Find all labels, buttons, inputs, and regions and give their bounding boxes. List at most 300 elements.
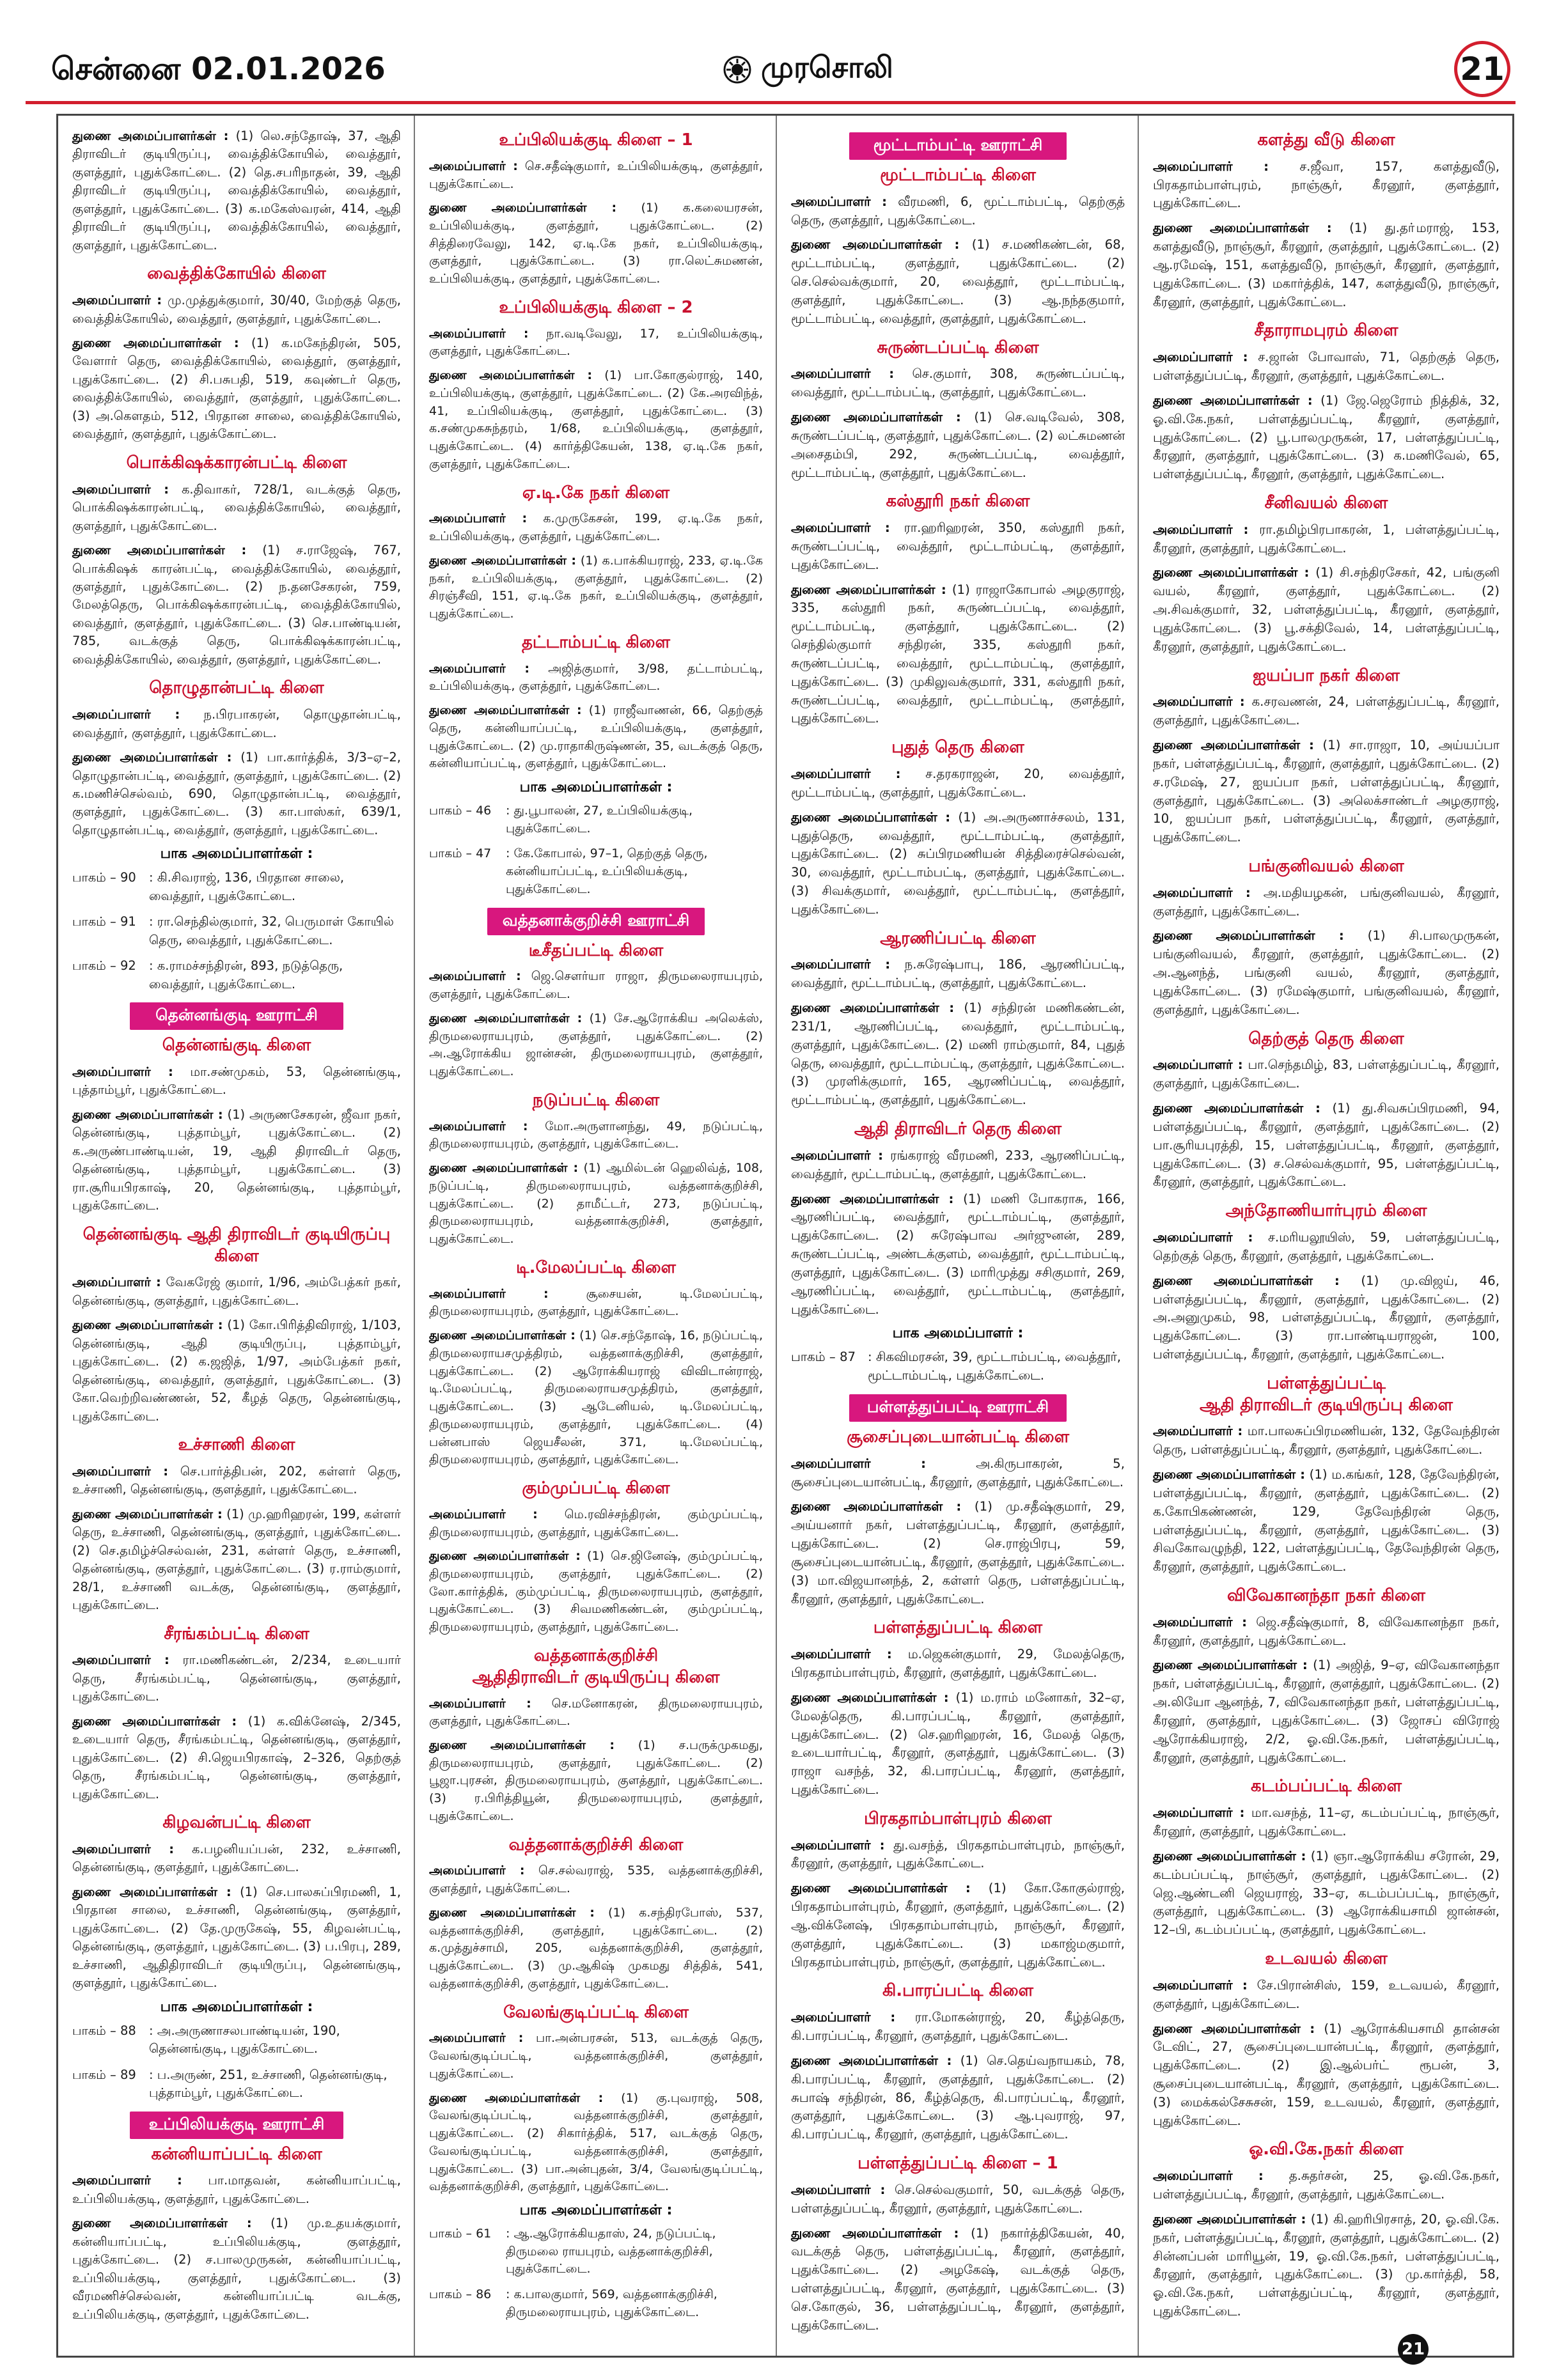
member-details: (1) ச.பருக்முகமது, திருமலைராயபுரம், குளத்தூர், புதுக்கோட்டை. (2) பூஜா.புரசன், திருமலைராயபுரம், குளத்தூர், புதுக்கோட்டை. (3) ர.பிரித்தியூன், திருமலைராயபுரம், குளத்தூர், புதுக்கோட்டை. [429,1738,763,1823]
office-bearer-entry [429,968,763,1003]
role-label: அமைப்பாளர் : [791,2010,896,2025]
branch-title: பிரகதாம்பாள்புரம் கிளை [864,1808,1052,1828]
branch-section [1153,320,1500,484]
branch-title: டீசீதப்பட்டி கிளை [528,940,664,960]
branch-section [791,1119,1125,1385]
office-bearer-entry [791,1498,1125,1608]
booth-row [429,2286,763,2321]
role-label: துணை அமைப்பாளர்கள் : [1153,565,1310,580]
member-details: (1) கு.புவராஜ், 508, வேலங்குடிப்பட்டி, வத்தனாக்குறிச்சி, குளத்தூர், புதுக்கோட்டை. (2) சிகார்த்திக், 517, வடக்குத் தெரு, வேலங்குடிப்பட்டி, வத்தனாக்குறிச்சி, குளத்தூர், புதுக்கோட்டை. (3) பா.அன்புதன், 3/4, வேலங்குடிப்பட்டி, வத்தனாக்குறிச்சி, குளத்தூர், புதுக்கோட்டை. [429,2090,764,2194]
role-label: துணை அமைப்பாளர்கள் : [72,1713,237,1729]
branch-title: அந்தோணியார்புரம் கிளை [1225,1201,1427,1221]
role-label: துணை அமைப்பாளர்கள் : [1153,1848,1306,1863]
role-label: துணை அமைப்பாளர்கள் : [791,1499,962,1514]
panchayat-band: மூட்டாம்பட்டி ஊராட்சி [849,132,1067,160]
role-label: துணை அமைப்பாளர்கள் : [1153,1101,1320,1116]
branch-section [791,1808,1125,1972]
office-bearer-entry [791,1837,1125,1874]
office-bearer-entry [429,1548,763,1637]
booth-row [72,869,401,905]
office-bearer-entry [1153,2167,1500,2204]
branch-section [1153,493,1500,657]
branch-section [429,1645,763,1826]
booth-member: : ஆ.ஆரோக்கியதாஸ், 24, நடுப்பட்டி, திருமலை ராயபுரம், வத்தனாக்குறிச்சி, புதுக்கோட்டை. [506,2226,716,2276]
role-label: துணை அமைப்பாளர்கள் : [791,809,951,825]
role-label: துணை அமைப்பாளர்கள் : [72,2216,252,2231]
member-details: பா.அன்பரசன், 513, வடக்குத் தெரு, வேலங்குடிப்பட்டி, வத்தனாக்குறிச்சி, குளத்தூர், புதுக்கோட்டை. [429,2031,763,2081]
booth-number: பாகம் – 88 [72,2023,136,2038]
branch-title: சீரங்கம்பட்டி கிளை [164,1624,309,1644]
member-details: ச.ஜீவா, 157, களத்துவீடு, பிரகதாம்பாள்புரம், நாஞ்சூர், கீரனூர், குளத்தூர், புதுக்கோட்டை. [1153,159,1500,211]
branch-title: உடவயல் கிளை [1265,1949,1388,1969]
branch-title: கன்னியாப்பட்டி கிளை [151,2144,322,2164]
office-bearer-entry [791,2225,1125,2335]
office-bearer-entry [72,2214,401,2324]
branch-title: நடுப்பட்டி கிளை [532,1090,660,1110]
branch-section [791,1617,1125,1799]
role-label: அமைப்பாளர் : [429,2031,524,2046]
date-line: சென்னை 02.01.2026 [51,51,386,87]
branch-title: கும்முப்பட்டி கிளை [522,1478,670,1498]
booth-row [72,2066,401,2103]
role-label: துணை அமைப்பாளர்கள் : [1153,2211,1306,2227]
branch-title: தென்னங்குடி கிளை [162,1036,311,1055]
office-bearer-entry [429,1862,763,1897]
role-label: துணை அமைப்பாளர்கள் : [72,1506,223,1521]
booth-member: : கே.கோபால், 97–1, தெற்குத் தெரு, கன்னியாப்பட்டி, உப்பிலியக்குடி, புதுக்கோட்டை. [506,846,708,896]
branch-title: பள்ளத்துப்பட்டி கிளை [873,1618,1043,1638]
member-details: (1) ம.ராம் மனோகர், 32–ஏ, மேலத்தெரு, கி.பாரப்பட்டி, கீரனூர், குளத்தூர், புதுக்கோட்டை. (2) செ.ஹரிஹரன், 16, மேலத் தெரு, உடையார்பட்டி, கீரனூர், குளத்தூர், புதுக்கோட்டை. (3) ராஜா வசந்த், 32, கி.பாரப்பட்டி, கீரனூர், குளத்தூர், புதுக்கோட்டை. [791,1690,1125,1798]
branch-title: டி.மேலப்பட்டி கிளை [515,1257,677,1277]
branch-section [429,483,763,623]
office-bearer-entry [72,749,401,839]
branch-section [791,338,1125,483]
member-details: (1) அ.அருணாச்சலம், 131, புதுத்தெரு, வைத்தூர், மூட்டாம்பட்டி, குளத்தூர், புதுக்கோட்டை. (2) சுப்பிரமணியன் சித்திரைச்செல்வன், 30, வைத்தூர், மூட்டாம்பட்டி, குளத்தூர், புதுக்கோட்டை. (3) சிவக்குமார், வைத்தூர், மூட்டாம்பட்டி, குளத்தூர், புதுக்கோட்டை. [791,809,1125,917]
office-bearer-entry [791,2181,1125,2218]
role-label: துணை அமைப்பாளர்கள் : [791,1191,954,1206]
office-bearer-entry [791,408,1125,482]
role-label: துணை அமைப்பாளர்கள் : [72,128,229,143]
member-details: (1) செ.வடிவேல், 308, சுருண்டப்பட்டி, குளத்தூர், புதுக்கோட்டை. (2) லட்சுமணன் அசைதம்பி, 292, சுருண்டப்பட்டி, வைத்தூர், மூட்டாம்பட்டி, குளத்தூர், புதுக்கோட்டை. [791,410,1125,480]
office-bearer-entry [1153,1977,1500,2014]
role-label: துணை அமைப்பாளர்கள் : [72,1318,223,1333]
column-1 [58,116,414,2356]
role-label: துணை அமைப்பாளர்கள் : [1153,738,1314,753]
branch-section [72,263,401,444]
member-details: (1) மு.விஜய், 46, பள்ளத்துப்பட்டி, கீரனூர், குளத்தூர், புதுக்கோட்டை. (2) அ.அனுமுகம், 98, பள்ளத்துப்பட்டி, கீரனூர், குளத்தூர், புதுக்கோட்டை. (3) ரா.பாண்டியராஜன், 100, பள்ளத்துப்பட்டி, கீரனூர், குளத்தூர், புதுக்கோட்டை. [1153,1273,1500,1362]
role-label: துணை அமைப்பாளர்கள் : [791,1881,971,1896]
branch-section [1153,1029,1500,1192]
member-details: (1) ஜே.ஜெரோம் நித்திக், 32, ஓ.வி.கே.நகர், பள்ளத்துப்பட்டி, கீரனூர், குளத்தூர், புதுக்கோட்டை. (2) பூ.பாலமுருகன், 17, பள்ளத்துப்பட்டி, கீரனூர், குளத்தூர், புதுக்கோட்டை. (3) க.மணிவேல், 65, பள்ளத்துப்பட்டி, கீரனூர், குளத்தூர், புதுக்கோட்டை. [1153,393,1500,482]
office-bearer-entry [1153,927,1500,1019]
branch-title: பங்குனிவயல் கிளை [1248,857,1404,876]
booth-member: : கி.சிவராஜ், 136, பிரதான சாலை, வைத்தூர், புதுக்கோட்டை. [149,870,345,903]
member-details: நா.வடிவேலு, 17, உப்பிலியக்குடி, குளத்தூர், புதுக்கோட்டை. [429,326,764,359]
page-header [26,36,1516,105]
role-label: துணை அமைப்பாளர்கள் : [429,1161,579,1176]
branch-section [72,1435,401,1615]
branch-section [72,1812,401,2102]
branch-title: சூசைப்புடையான்பட்டி கிளை [846,1427,1070,1447]
office-bearer-entry [72,292,401,328]
office-bearer-entry [791,1689,1125,1800]
office-bearer-entry [429,199,763,288]
role-label: துணை அமைப்பாளர்கள் : [72,543,247,558]
member-details: (1) மணி போகராசு, 166, ஆரணிப்பட்டி, வைத்தூர், மூட்டாம்பட்டி, குளத்தூர், புதுக்கோட்டை. (2) சுரேஷ்பாவ அர்ஜுனன், 289, சுருண்டப்பட்டி, அண்டக்குளம், வைத்தூர், மூட்டாம்பட்டி, குளத்தூர், புதுக்கோட்டை. (3) மாரிமுத்து சசிகுமார், 269, ஆரணிப்பட்டி, வைத்தூர், மூட்டாம்பட்டி, குளத்தூர், புதுக்கோட்டை. [791,1191,1125,1317]
role-label: அமைப்பாளர் : [1153,1977,1248,1993]
panchayat-band: தென்னங்குடி ஊராட்சி [130,1002,344,1030]
member-details: ஜெ.சௌர்யா ராஜா, திருமலைராயபுரம், குளத்தூர், புதுக்கோட்டை. [429,969,764,1002]
branch-title: மூட்டாம்பட்டி கிளை [880,166,1036,185]
branch-section [72,1002,401,1215]
branch-section [791,1980,1125,2144]
office-bearer-entry [72,1463,401,1499]
role-label: துணை அமைப்பாளர்கள் : [72,336,239,351]
member-details: சே.பிரான்சிஸ், 159, உடவயல், கீரனூர், குளத்தூர், புதுக்கோட்டை. [1153,1977,1500,2011]
office-bearer-entry [429,1737,763,1826]
booth-row [791,1348,1125,1385]
booth-heading: பாக அமைப்பாளர் : [892,1325,1024,1342]
branch-title: கிழவன்பட்டி கிளை [162,1813,311,1833]
office-bearer-entry [429,1506,763,1541]
role-label: அமைப்பாளர் : [791,2182,886,2197]
office-bearer-entry [72,541,401,669]
member-details: (1) ச.மணிகண்டன், 68, மூட்டாம்பட்டி, குளத்தூர், புதுக்கோட்டை. (2) செ.செல்வக்குமார், 20, வைத்தூர், மூட்டாம்பட்டி, குளத்தூர், புதுக்கோட்டை. (3) ஆ.நந்தகுமார், மூட்டாம்பட்டி, வைத்தூர், குளத்தூர், புதுக்கோட்டை. [791,237,1125,326]
role-label: அமைப்பாளர் : [1153,885,1251,900]
member-details: (1) சே.ஆரோக்கிய அலெக்ஸ், திருமலைராயபுரம், குளத்தூர், புதுக்கோட்டை. (2) அ.ஆரோக்கிய ஜான்சன், திருமலைராயபுரம், குளத்தூர், புதுக்கோட்டை. [429,1011,764,1079]
booth-row [429,2225,763,2278]
member-details: (1) சி.பாலமுருகன், பங்குனிவயல், கீரனூர், குளத்தூர், புதுக்கோட்டை. (2) அ.ஆனந்த், பங்குனி வயல், கீரனூர், குளத்தூர், புதுக்கோட்டை. (3) ரமேஷ்குமார், பங்குனிவயல், கீரனூர், குளத்தூர், புதுக்கோட்டை. [1153,928,1500,1017]
office-bearer-entry [1153,564,1500,656]
role-label: துணை அமைப்பாளர்கள் : [791,237,960,253]
branch-section [1153,665,1500,847]
member-details: மா.பாலசுப்பிரமணியன், 132, தேவேந்திரன் தெரு, பள்ளத்துப்பட்டி, கீரனூர், குளத்தூர், புதுக்கோட்டை. [1153,1424,1500,1458]
panchayat-band: உப்பிலியக்குடி ஊராட்சி [130,2112,344,2139]
member-details: (1) ச.ராஜேஷ், 767, பொக்கிஷக் காரன்பட்டி, வைத்திக்கோயில், வைத்தூர், குளத்தூர், புதுக்கோட்டை. (2) ந.தனசேகரன், 759, மேலத்தெரு, பொக்கிஷக்காரன்பட்டி, வைத்திக்கோயில், வைத்தூர், குளத்தூர், புதுக்கோட்டை. (3) செ.பாண்டியன், 785, வடக்குத் தெரு, பொக்கிஷக்காரன்பட்டி, வைத்திக்கோயில், வைத்தூர், குளத்தூர், புதுக்கோட்டை. [72,543,401,667]
member-details: ந.சுரேஷ்பாபு, 186, ஆரணிப்பட்டி, வைத்தூர், மூட்டாம்பட்டி, குளத்தூர், புதுக்கோட்டை. [791,957,1125,991]
branch-section [72,1224,401,1426]
office-bearer-entry [429,2030,763,2083]
office-bearer-entry [72,1713,401,1803]
role-label: அமைப்பாளர் : [1153,2168,1264,2184]
role-label: அமைப்பாளர் : [1153,159,1269,174]
office-bearer-entry [791,999,1125,1110]
member-details: மோ.அருளானந்து, 49, நடுப்பட்டி, திருமலைராயபுரம், குளத்தூர், புதுக்கோட்டை. [429,1119,763,1151]
branch-section [791,737,1125,919]
branch-section [429,2002,763,2322]
member-details: மா.வசந்த், 11–ஏ, கடம்பப்பட்டி, நாஞ்சூர், கீரனூர், குளத்தூர், புதுக்கோட்டை. [1153,1805,1500,1839]
branch-section [791,491,1125,728]
member-details: (1) கோ.கோகுல்ராஜ், பிரகதாம்பாள்புரம், கீரனூர், குளத்தூர், புதுக்கோட்டை. (2) ஆ.விக்னேஷ், பிரகதாம்பாள்புரம், நாஞ்சூர், கீரனூர், குளத்தூர், புதுக்கோட்டை. (3) மகாஜ்மகுமார், பிரகதாம்பாள்புரம், நாஞ்சூர், குளத்தூர், புதுக்கோட்டை. [791,1881,1125,1970]
office-bearer-entry [791,809,1125,919]
branch-section [72,127,401,254]
office-bearer-entry [429,552,763,623]
branch-title: ஆதி திராவிடர் தெரு கிளை [854,1119,1062,1139]
member-details: ந.பிரபாகரன், தொழுதான்பட்டி, வைத்தூர், குளத்தூர், புதுக்கோட்டை. [72,707,401,740]
panchayat-band: பள்ளத்துப்பட்டி ஊராட்சி [849,1394,1067,1422]
member-details: (1) க.சந்திரபோஸ், 537, வத்தனாக்குறிச்சி, குளத்தூர், புதுக்கோட்டை. (2) க.முத்துச்சாமி, 205, வத்தனாக்குறிச்சி, குளத்தூர், புதுக்கோட்டை. (3) மு.ஆகிஷ் முகமது சித்திக், 541, வத்தனாக்குறிச்சி, குளத்தூர், புதுக்கோட்டை. [429,1905,763,1991]
branch-title: வத்தனாக்குறிச்சி ஆதிதிராவிடர் குடியிருப்பு கிளை [472,1645,720,1687]
branch-section [429,1090,763,1248]
member-details: பா.செந்தமிழ், 83, பள்ளத்துப்பட்டி, கீரனூர், குளத்தூர், புதுக்கோட்டை. [1153,1057,1500,1091]
office-bearer-entry [1153,1804,1500,1841]
role-label: அமைப்பாளர் : [1153,1614,1248,1629]
branch-section [1153,1776,1500,1940]
branch-title: கி.பாரப்பட்டி கிளை [882,1981,1034,2001]
office-bearer-entry [791,236,1125,328]
office-bearer-entry [429,1327,763,1469]
branch-section [1153,856,1500,1020]
office-bearer-entry [791,765,1125,802]
branch-title: பள்ளத்துப்பட்டி ஆதி திராவிடர் குடியிருப்பு கிளை [1199,1373,1453,1415]
role-label: துணை அமைப்பாளர்கள் : [72,1884,231,1899]
role-label: துணை அமைப்பாளர்கள் : [1153,221,1332,236]
role-label: அமைப்பாளர் : [429,1119,528,1133]
page-number-badge: 21 [1454,41,1510,97]
branch-title: விவேகானந்தா நகர் கிளை [1227,1586,1425,1606]
member-details: (1) அருணசேகரன், ஜீவா நகர், தென்னங்குடி, புத்தாம்பூர், புதுக்கோட்டை. (2) க.அருண்பாண்டியன், 19, ஆதி திராவிடர் தெரு, தென்னங்குடி, புத்தாம்பூர், புதுக்கோட்டை. (3) ரா.சூரியபிரகாஷ், 20, தென்னங்குடி, புத்தாம்பூர், புதுக்கோட்டை. [72,1107,401,1213]
office-bearer-entry [1153,2211,1500,2321]
member-details: (1) து.தா்மராஜ், 153, களத்துவீடு, நாஞ்சூர், கீரனூர், குளத்தூர், புதுக்கோட்டை. (2) ஆ.ரமேஷ், 151, களத்துவீடு, நாஞ்சூர், கீரனூர், குளத்தூர், புதுக்கோட்டை. (3) மகார்த்திக், 147, களத்துவீடு, நாஞ்சூர், கீரனூர், குளத்தூர், புதுக்கோட்டை. [1153,221,1500,309]
branch-title: ஓ.வி.கே.நகர் கிளை [1249,2140,1404,2159]
branch-title: தென்னங்குடி ஆதி திராவிடர் குடியிருப்பு கிளை [82,1224,391,1266]
member-details: (1) பா.கோகுல்ராஜ், 140, உப்பிலியக்குடி, குளத்தூர், புதுக்கோட்டை. (2) கே.அரவிந்த், 41, உப்பிலியக்குடி, குளத்தூர், புதுக்கோட்டை. (3) க.சண்முகசுந்தரம், 1/68, உப்பிலியக்குடி, குளத்தூர், புதுக்கோட்டை. (4) கார்த்திகேயன், 138, ஏ.டி.கே நகர், குளத்தூர், புதுக்கோட்டை. [429,368,763,471]
office-bearer-entry [72,2172,401,2208]
role-label: அமைப்பாளர் : [72,1841,175,1856]
office-bearer-entry [429,1904,763,1993]
member-details: அ.கிருபாகரன், 5, சூசைப்புடையான்பட்டி, கீரனூர், குளத்தூர், புதுக்கோட்டை. [791,1456,1125,1489]
role-label: அமைப்பாளர் : [791,194,888,209]
branch-title: உப்பிலியக்குடி கிளை – 2 [499,297,693,317]
member-details: (1) ம.கங்கர், 128, தேவேந்திரன், பள்ளத்துப்பட்டி, கீரனூர், குளத்தூர், புதுக்கோட்டை. (2) க.கோபிகண்ணன், 129, தேவேந்திரன் தெரு, பள்ளத்துப்பட்டி, கீரனூர், குளத்தூர், புதுக்கோட்டை. (3) சிவகோவழுந்தி, 122, பள்ளத்துப்பட்டி, தேவேந்திரன் தெரு, கீரனூர், குளத்தூர், புதுக்கோட்டை. [1153,1467,1500,1575]
role-label: துணை அமைப்பாளர்கள் : [1153,1467,1306,1482]
member-details: அஜித்குமார், 3/98, தட்டாம்பட்டி, உப்பிலியக்குடி, குளத்தூர், புதுக்கோட்டை. [429,661,764,694]
role-label: அமைப்பாளர் : [791,1647,892,1662]
branch-section [1153,1948,1500,2130]
office-bearer-entry [1153,1422,1500,1459]
role-label: துணை அமைப்பாளர்கள் : [791,1690,949,1705]
member-details: (1) மு.ஹரிஹரன், 199, கள்ளர் தெரு, உச்சாணி, தென்னங்குடி, குளத்தூர், புதுக்கோட்டை. (2) செ.தமிழ்ச்செல்வன், 231, கள்ளர் தெரு, உச்சாணி, தென்னங்குடி, குளத்தூர், புதுக்கோட்டை. (3) ர.ராம்குமார், 28/1, உச்சாணி வடக்கு, தென்னங்குடி, குளத்தூர், புதுக்கோட்டை. [72,1506,401,1613]
member-details: (1) ஆரோக்கியசாமி தான்சன் டேவிட், 27, சூசைப்புடையான்பட்டி, கீரனூர், குளத்தூர், புதுக்கோட்டை. (2) இ.ஆல்பர்ட் ரூபன், 3, சூசைப்புடையான்பட்டி, கீரனூர், குளத்தூர், புதுக்கோட்டை. (3) மைக்கல்சேசுசன், 159, உடவயல், கீரனூர், குளத்தூர், புதுக்கோட்டை. [1153,2021,1500,2128]
member-details: மு.முத்துக்குமார், 30/40, மேற்குத் தெரு, வைத்திக்கோயில், வைத்தூர், குளத்தூர், புதுக்கோட்டை. [72,293,401,326]
member-details: (1) கோ.பிரித்திவிராஜ், 1/103, தென்னங்குடி, ஆதி குடியிருப்பு, புத்தாம்பூர், புதுக்கோட்டை. (2) க.ஜஜித், 1/97, அம்பேத்கர் நகர், தென்னங்குடி, வைத்தூர், குளத்தூர், புதுக்கோட்டை. (3) கோ.வெற்றிவண்ணன், 52, கீழத் தெரு, தென்னங்குடி, புதுக்கோட்டை. [72,1318,401,1424]
branch-title: ஐயப்பா நகர் கிளை [1253,665,1400,685]
role-label: அமைப்பாளர் : [1153,694,1245,710]
office-bearer-entry [791,193,1125,230]
member-details: (1) து.சிவசுப்பிரமணி, 94, பள்ளத்துப்பட்டி, கீரனூர், குளத்தூர், புதுக்கோட்டை. (2) பா.சூரியபுரத்தி, 15, பள்ளத்துப்பட்டி, கீரனூர், குளத்தூர், புதுக்கோட்டை. (3) ச.செல்வக்குமார், 95, பள்ளத்துப்பட்டி, கீரனூர், குளத்தூர், புதுக்கோட்டை. [1153,1101,1500,1190]
branch-section [1153,1201,1500,1364]
branch-section [72,1624,401,1804]
role-label: அமைப்பாளர் : [791,766,901,782]
branch-title: சீனிவயல் கிளை [1264,494,1388,513]
branch-title: புதுத் தெரு கிளை [891,738,1024,758]
booth-row [72,913,401,949]
office-bearer-entry [429,1010,763,1081]
role-label: துணை அமைப்பாளர்கள் : [429,1905,595,1920]
office-bearer-entry [72,1840,401,1877]
branch-section [429,297,763,474]
role-label: துணை அமைப்பாளர்கள் : [791,2225,959,2241]
member-details: (1) ஆமில்டன் ஹெலிவ்த், 108, நடுப்பட்டி, திருமலைராயபுரம், வத்தனாக்குறிச்சி, புதுக்கோட்டை. (2) தாமீட்டர், 273, நடுப்பட்டி, திருமலைராயபுரம், வத்தனாக்குறிச்சி, குளத்தூர், புதுக்கோட்டை. [429,1161,763,1247]
role-label: துணை அமைப்பாளர்கள் : [429,553,576,568]
member-details: (1) சா.ராஜா, 10, அய்யப்பா நகர், பள்ளத்துப்பட்டி, கீரனூர், குளத்தூர், புதுக்கோட்டை. (2) ச.ரமேஷ், 27, ஐயப்பா நகர், பள்ளத்துப்பட்டி, கீரனூர், குளத்தூர், புதுக்கோட்டை. (3) அலெக்சாண்டர் அழகுராஜ், 10, ஐயப்பா நகர், பள்ளத்துப்பட்டி, கீரனூர், குளத்தூர், புதுக்கோட்டை. [1153,738,1500,845]
office-bearer-entry [72,1106,401,1215]
role-label: அமைப்பாளர் : [1153,1805,1245,1821]
member-details: ச.தரகராஜன், 20, வைத்தூர், மூட்டாம்பட்டி, குளத்தூர், புதுக்கோட்டை. [791,766,1125,800]
booth-number: பாகம் – 91 [72,914,136,929]
role-label: அமைப்பாளர் : [72,1064,173,1079]
office-bearer-entry [791,956,1125,993]
role-label: அமைப்பாளர் : [791,366,895,382]
branch-title: தொழுதான்பட்டி கிளை [149,678,324,698]
role-label: துணை அமைப்பாளர்கள் : [791,410,961,425]
office-bearer-entry [429,660,763,696]
office-bearer-entry [791,1645,1125,1683]
member-details: பா.மாதவன், கன்னியாப்பட்டி, உப்பிலியக்குடி, குளத்தூர், புதுக்கோட்டை. [72,2173,401,2206]
booth-number: பாகம் – 92 [72,958,136,974]
role-label: துணை அமைப்பாளர்கள் : [429,1549,581,1564]
office-bearer-entry [429,702,763,773]
member-details: செ.சல்வராஜ், 535, வத்தனாக்குறிச்சி, குளத்தூர், புதுக்கோட்டை. [429,1863,764,1896]
member-details: (1) மு.சதீஷ்குமார், 29, அய்யனார் நகர், பள்ளத்துப்பட்டி, கீரனூர், குளத்தூர், புதுக்கோட்டை. (2) செ.ராஜ்பிரபு, 59, சூசைப்புடையான்பட்டி, கீரனூர், குளத்தூர், புதுக்கோட்டை. (3) மா.விஜயானந்த், 2, கள்ளர் தெரு, பள்ளத்துப்பட்டி, கீரனூர், குளத்தூர், புதுக்கோட்டை. [791,1499,1125,1606]
branch-section [429,130,763,288]
booth-row [429,845,763,898]
office-bearer-entry [429,1286,763,1321]
role-label: துணை அமைப்பாளர்கள் : [429,1738,615,1752]
role-label: துணை அமைப்பாளர்கள் : [72,750,232,765]
branch-title: சுருண்டப்பட்டி கிளை [877,338,1039,357]
member-details: செ.பார்த்திபன், 202, கள்ளர் தெரு, உச்சாணி, தென்னங்குடி, குளத்தூர், புதுக்கோட்டை. [72,1463,401,1497]
booth-row [72,2022,401,2058]
office-bearer-entry [791,1147,1125,1184]
member-details: க.திவாகர், 728/1, வடக்குத் தெரு, பொக்கிஷக்காரன்பட்டி, வைத்திக்கோயில், வைத்தூர், குளத்தூர், புதுக்கோட்டை. [72,481,401,533]
member-details: (1) செ.பாலசுப்பிரமணி, 1, பிரதான சாலை, உச்சாணி, தென்னங்குடி, குளத்தூர், புதுக்கோட்டை. (2) தே.முருகேஷ், 55, கிழவன்பட்டி, தென்னங்குடி, குளத்தூர், புதுக்கோட்டை. (3) ப.பிரபு, 289, உச்சாணி, ஆதிதிராவிடர் குடியிருப்பு, தென்னங்குடி, குளத்தூர், புதுக்கோட்டை. [72,1884,402,1991]
role-label: துணை அமைப்பாளர்கள் : [429,1011,583,1025]
booth-member: : ப.அருண், 251, உச்சாணி, தென்னங்குடி, புத்தாம்பூர், புதுக்கோட்டை. [149,2067,388,2101]
branch-section [1153,1373,1500,1576]
office-bearer-entry [1153,1056,1500,1093]
office-bearer-entry [72,706,401,742]
office-bearer-entry [429,1695,763,1731]
booth-member: : ரா.செந்தில்குமார், 32, பெருமாள் கோயில் தெரு, வைத்தூர், புதுக்கோட்டை. [149,914,394,947]
office-bearer-entry [1153,884,1500,921]
branch-section [1153,130,1500,311]
branch-section [1153,1585,1500,1767]
branch-section [429,632,763,899]
booth-number: பாகம் – 87 [791,1349,856,1365]
branch-title: உச்சாணி கிளை [178,1435,295,1455]
member-details: (1) க.கலையரசன், உப்பிலியக்குடி, குளத்தூர், புதுக்கோட்டை. (2) சித்திரைவேலு, 142, ஏ.டி.கே நகர், உப்பிலியக்குடி, குளத்தூர், புதுக்கோட்டை. (3) ரா.லெட்சுமணன், உப்பிலியக்குடி, குளத்தூர், புதுக்கோட்டை. [429,201,763,286]
office-bearer-entry [791,581,1125,729]
member-details: க.சரவணன், 24, பள்ளத்துப்பட்டி, கீரனூர், குளத்தூர், புதுக்கோட்டை. [1153,694,1500,728]
role-label: அமைப்பாளர் : [429,326,529,341]
branch-title: பள்ளத்துப்பட்டி கிளை – 1 [858,2154,1058,2174]
member-details: அ.மதியழகன், பங்குனிவயல், கீரனூர், குளத்தூர், புதுக்கோட்டை. [1153,885,1500,919]
office-bearer-entry [1153,693,1500,730]
role-label: அமைப்பாளர் : [429,661,529,676]
member-details: ம.ஜெகன்குமார், 29, மேலத்தெரு, பிரகதாம்பாள்புரம், கீரனூர், குளத்தூர், புதுக்கோட்டை. [791,1647,1125,1681]
booth-number: பாகம் – 47 [429,846,492,861]
branch-section [72,2112,401,2324]
member-details: (1) சி.சந்திரசேகர், 42, பங்குனி வயல், கீரனூர், குளத்தூர், புதுக்கோட்டை. (2) அ.சிவக்குமார், 32, பள்ளத்துப்பட்டி, கீரனூர், குளத்தூர், புதுக்கோட்டை. (3) பூ.சக்திவேல், 14, பள்ளத்துப்பட்டி, கீரனூர், குளத்தூர், புதுக்கோட்டை. [1153,565,1500,654]
role-label: அமைப்பாளர் : [429,1696,531,1711]
member-details: (1) செ.தெய்வநாயகம், 78, கி.பாரப்பட்டி, கீரனூர், குளத்தூர், புதுக்கோட்டை. (2) சுபாஷ் சந்திரன், 86, கீழ்த்தெரு, கி.பாரப்பட்டி, கீரனூர், குளத்தூர், புதுக்கோட்டை. (3) ஆ.புவராஜ், 97, கி.பாரப்பட்டி, கீரனூர், குளத்தூர், புதுக்கோட்டை. [791,2053,1125,2142]
branch-title: வத்தனாக்குறிச்சி கிளை [508,1835,684,1855]
panchayat-band: வத்தனாக்குறிச்சி ஊராட்சி [487,908,705,935]
brand-name: முரசொலி [761,50,893,84]
role-label: துணை அமைப்பாளர்கள் : [791,2053,952,2068]
branch-title: வேலங்குடிப்பட்டி கிளை [503,2002,689,2022]
office-bearer-entry [1153,736,1500,847]
office-bearer-entry [72,127,401,254]
branch-section [429,1478,763,1637]
branch-title: கடம்பப்பட்டி கிளை [1250,1777,1402,1796]
role-label: அமைப்பாளர் : [429,969,521,984]
booth-number: பாகம் – 86 [429,2287,492,2302]
member-details: க.பழனியப்பன், 232, உச்சாணி, தென்னங்குடி, குளத்தூர், புதுக்கோட்டை. [72,1841,401,1875]
member-details: செ.சதீஷ்குமார், உப்பிலியக்குடி, குளத்தூர், புதுக்கோட்டை. [429,159,763,191]
branch-section [429,1257,763,1469]
branch-section [1153,2139,1500,2321]
member-details: (1) ராஜாகோபால் அழகுராஜ், 335, கஸ்தூரி நகர், சுருண்டப்பட்டி, வைத்தூர், மூட்டாம்பட்டி, குளத்தூர், புதுக்கோட்டை. (2) செந்தில்குமார் சந்திரன், 335, கஸ்தூரி நகர், சுருண்டப்பட்டி, வைத்தூர், மூட்டாம்பட்டி, குளத்தூர், புதுக்கோட்டை. (3) முகிலுவக்குமார், 331, கஸ்தூரி நகர், சுருண்டப்பட்டி, வைத்தூர், மூட்டாம்பட்டி, குளத்தூர், புதுக்கோட்டை. [791,582,1125,726]
role-label: அமைப்பாளர் : [791,1456,926,1471]
booth-number: பாகம் – 46 [429,804,492,818]
branch-section [429,1835,763,1993]
member-details: க.முருகேசன், 199, ஏ.டி.கே நகர், உப்பிலியக்குடி, குளத்தூர், புதுக்கோட்டை. [429,511,764,544]
role-label: துணை அமைப்பாளர்கள் : [429,368,592,383]
member-details: ரங்கராஜ் வீரமணி, 233, ஆரணிப்பட்டி, வைத்தூர், மூட்டாம்பட்டி, குளத்தூர், புதுக்கோட்டை. [791,1147,1125,1181]
role-label: அமைப்பாளர் : [72,707,180,722]
role-label: அமைப்பாளர் : [1153,522,1249,537]
office-bearer-entry [72,1505,401,1615]
member-details: (1) மு.உதயக்குமார், கன்னியாப்பட்டி, உப்பிலியக்குடி, குளத்தூர், புதுக்கோட்டை. (2) ச.பாலமுருகன், கன்னியாப்பட்டி, உப்பிலியக்குடி, குளத்தூர், புதுக்கோட்டை. (3) வீரமணிச்செல்வன், கன்னியாப்பட்டி வடக்கு, உப்பிலியக்குடி, குளத்தூர், புதுக்கோட்டை. [72,2216,401,2322]
office-bearer-entry [791,1190,1125,1319]
column-2 [414,116,776,2356]
member-details: ச.ஜான் போவாஸ், 71, தெற்குத் தெரு, பள்ளத்துப்பட்டி, கீரனூர், குளத்தூர், புதுக்கோட்டை. [1153,350,1500,384]
role-label: துணை அமைப்பாளர்கள் : [429,1328,576,1343]
office-bearer-entry [1153,1656,1500,1767]
member-details: மெ.ரவிச்சந்திரன், கும்முப்பட்டி, திருமலைராயபுரம், குளத்தூர், புதுக்கோட்டை. [429,1507,764,1539]
member-details: செ.செல்வகுமார், 50, வடக்குத் தெரு, பள்ளத்துப்பட்டி, கீரனூர், குளத்தூர், புதுக்கோட்டை. [791,2182,1125,2216]
member-details: ரா.மோகன்ராஜ், 20, கீழ்த்தெரு, கி.பாரப்பட்டி, கீரனூர், குளத்தூர், புதுக்கோட்டை. [791,2010,1125,2044]
office-bearer-entry [429,1160,763,1248]
booth-member: : அ.அருணாசலபாண்டியன், 190, தென்னங்குடி, புதுக்கோட்டை. [149,2023,340,2057]
role-label: அமைப்பாளர் : [429,1507,538,1521]
branch-title: வைத்திக்கோயில் கிளை [147,264,326,284]
column-3 [776,116,1138,2356]
role-label: அமைப்பாளர் : [72,1463,168,1479]
booth-member: : க.பாலகுமார், 569, வத்தனாக்குறிச்சி, திருமலைராயபுரம், புதுக்கோட்டை. [506,2287,717,2319]
member-details: வேகரேஜ் குமார், 1/96, அம்பேத்கர் நகர், தென்னங்குடி, குளத்தூர், புதுக்கோட்டை. [72,1275,402,1308]
office-bearer-entry [1153,521,1500,558]
office-bearer-entry [429,2090,763,2196]
branch-title: தெற்குத் தெரு கிளை [1248,1029,1404,1048]
role-label: அமைப்பாளர் : [429,511,528,526]
office-bearer-entry [1153,348,1500,385]
role-label: துணை அமைப்பாளர்கள் : [791,1000,955,1016]
branch-title: தட்டாம்பட்டி கிளை [522,632,670,652]
branch-title: ஆரணிப்பட்டி கிளை [880,928,1036,948]
role-label: துணை அமைப்பாளர்கள் : [1153,2021,1315,2036]
office-bearer-entry [1153,2020,1500,2131]
branch-title: களத்து வீடு கிளை [1257,130,1395,150]
role-label: அமைப்பாளர் : [429,1863,525,1878]
office-bearer-entry [72,1273,401,1310]
branch-title: பொக்கிஷக்காரன்பட்டி கிளை [126,453,347,472]
office-bearer-entry [72,1063,401,1100]
role-label: அமைப்பாளர் : [791,957,891,972]
member-details: (1) கி.ஹரிபிரசாத், 20, ஓ.வி.கே. நகர், பள்ளத்துப்பட்டி, கீரனூர், குளத்தூர், புதுக்கோட்டை. (2) சின்னப்பன் மாரியூன், 19, ஓ.வி.கே.நகர், பள்ளத்துப்பட்டி, கீரனூர், குளத்தூர், புதுக்கோட்டை. (3) மு.கார்த்தி, 58, ஓ.வி.கே.நகர், பள்ளத்துப்பட்டி, கீரனூர், குளத்தூர், புதுக்கோட்டை. [1153,2211,1500,2319]
